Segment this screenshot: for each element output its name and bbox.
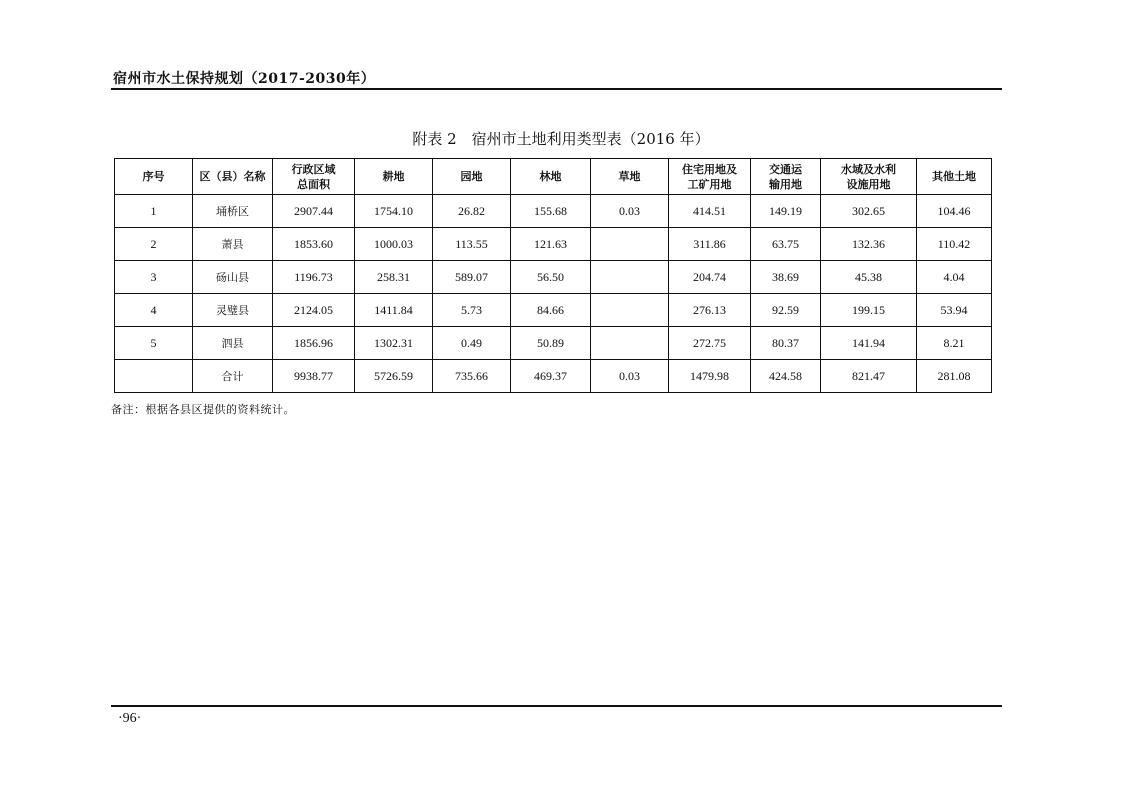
column-header-line: 林地 xyxy=(539,170,562,183)
table-cell: 414.51 xyxy=(669,195,751,228)
table-cell: 9938.77 xyxy=(273,360,355,393)
table-cell: 149.19 xyxy=(751,195,821,228)
table-cell: 141.94 xyxy=(821,327,917,360)
column-header-line: 耕地 xyxy=(382,170,405,183)
table-cell: 821.47 xyxy=(821,360,917,393)
table-cell: 5726.59 xyxy=(355,360,433,393)
footer-rule xyxy=(111,705,1002,707)
table-cell: 110.42 xyxy=(917,228,992,261)
table-cell xyxy=(591,294,669,327)
table-cell: 38.69 xyxy=(751,261,821,294)
column-header-line: 区（县）名称 xyxy=(199,170,266,183)
table-cell: 155.68 xyxy=(511,195,591,228)
table-cell: 4.04 xyxy=(917,261,992,294)
table-cell: 469.37 xyxy=(511,360,591,393)
table-cell: 121.63 xyxy=(511,228,591,261)
column-header-line: 设施用地 xyxy=(846,177,891,191)
column-header-line: 其他土地 xyxy=(932,170,976,183)
table-cell: 2907.44 xyxy=(273,195,355,228)
table-cell: 589.07 xyxy=(433,261,511,294)
column-header xyxy=(751,159,821,195)
table-cell: 0.03 xyxy=(591,360,669,393)
table-cell: 80.37 xyxy=(751,327,821,360)
column-header xyxy=(821,159,917,195)
running-header-title: 宿州市水土保持规划（2017-2030年） xyxy=(113,71,376,87)
table-cell: 1196.73 xyxy=(273,261,355,294)
table-cell: 50.89 xyxy=(511,327,591,360)
table-cell: 104.46 xyxy=(917,195,992,228)
table-cell: 4 xyxy=(115,294,193,327)
table-row xyxy=(115,228,992,261)
table-cell: 113.55 xyxy=(433,228,511,261)
column-header-line: 行政区域 xyxy=(291,162,336,176)
table-cell: 8.21 xyxy=(917,327,992,360)
land-use-table xyxy=(114,158,992,393)
table-cell: 1479.98 xyxy=(669,360,751,393)
table-cell: 1856.96 xyxy=(273,327,355,360)
column-header xyxy=(917,159,992,195)
table-cell: 2 xyxy=(115,228,193,261)
table-cell: 302.65 xyxy=(821,195,917,228)
column-header-line: 交通运 xyxy=(769,162,802,176)
table-remark: 备注：根据各县区提供的资料统计。 xyxy=(111,403,295,416)
table-cell xyxy=(591,228,669,261)
column-header xyxy=(193,159,273,195)
district-name-cell: 萧县 xyxy=(193,228,273,261)
district-name-cell: 埇桥区 xyxy=(193,195,273,228)
table-cell: 735.66 xyxy=(433,360,511,393)
table-cell: 45.38 xyxy=(821,261,917,294)
column-header xyxy=(591,159,669,195)
table-cell: 0.49 xyxy=(433,327,511,360)
table-cell: 1853.60 xyxy=(273,228,355,261)
column-header-line: 序号 xyxy=(142,170,165,183)
column-header-line: 住宅用地及 xyxy=(682,162,737,176)
table-cell xyxy=(591,327,669,360)
table-cell: 63.75 xyxy=(751,228,821,261)
table-cell: 26.82 xyxy=(433,195,511,228)
column-header xyxy=(115,159,193,195)
district-name-cell: 泗县 xyxy=(193,327,273,360)
column-header-line: 草地 xyxy=(618,170,641,183)
column-header xyxy=(669,159,751,195)
table-row xyxy=(115,195,992,228)
column-header-line: 园地 xyxy=(460,170,483,183)
table-cell: 1754.10 xyxy=(355,195,433,228)
column-header-line: 输用地 xyxy=(769,177,802,191)
table-cell xyxy=(115,360,193,393)
table-cell: 281.08 xyxy=(917,360,992,393)
table-cell: 1302.31 xyxy=(355,327,433,360)
table-row xyxy=(115,294,992,327)
table-cell: 311.86 xyxy=(669,228,751,261)
column-header xyxy=(433,159,511,195)
table-body xyxy=(115,195,992,393)
table-cell: 92.59 xyxy=(751,294,821,327)
column-header xyxy=(511,159,591,195)
column-header-line: 工矿用地 xyxy=(687,177,732,191)
table-cell: 258.31 xyxy=(355,261,433,294)
table-cell: 5 xyxy=(115,327,193,360)
table-cell: 204.74 xyxy=(669,261,751,294)
column-header xyxy=(355,159,433,195)
table-cell: 276.13 xyxy=(669,294,751,327)
table-cell: 3 xyxy=(115,261,193,294)
table-cell: 1000.03 xyxy=(355,228,433,261)
column-header-line: 总面积 xyxy=(297,177,330,191)
table-cell: 0.03 xyxy=(591,195,669,228)
page-number: ·96· xyxy=(118,711,142,726)
column-header-line: 水域及水利 xyxy=(841,162,896,176)
district-name-cell: 灵璧县 xyxy=(193,294,273,327)
table-row xyxy=(115,261,992,294)
table-title: 附表 2 宿州市土地利用类型表（2016 年） xyxy=(412,130,710,148)
table-header-row xyxy=(115,159,992,195)
table-cell: 272.75 xyxy=(669,327,751,360)
table-cell: 1 xyxy=(115,195,193,228)
district-name-cell: 砀山县 xyxy=(193,261,273,294)
table-cell: 56.50 xyxy=(511,261,591,294)
table-cell: 5.73 xyxy=(433,294,511,327)
table-cell: 2124.05 xyxy=(273,294,355,327)
table-cell: 84.66 xyxy=(511,294,591,327)
table-row xyxy=(115,360,992,393)
header-rule xyxy=(111,88,1002,90)
column-header xyxy=(273,159,355,195)
table-cell: 1411.84 xyxy=(355,294,433,327)
district-name-cell: 合计 xyxy=(193,360,273,393)
table-cell: 132.36 xyxy=(821,228,917,261)
table-cell: 424.58 xyxy=(751,360,821,393)
table-cell xyxy=(591,261,669,294)
table-cell: 53.94 xyxy=(917,294,992,327)
table-cell: 199.15 xyxy=(821,294,917,327)
table-row xyxy=(115,327,992,360)
